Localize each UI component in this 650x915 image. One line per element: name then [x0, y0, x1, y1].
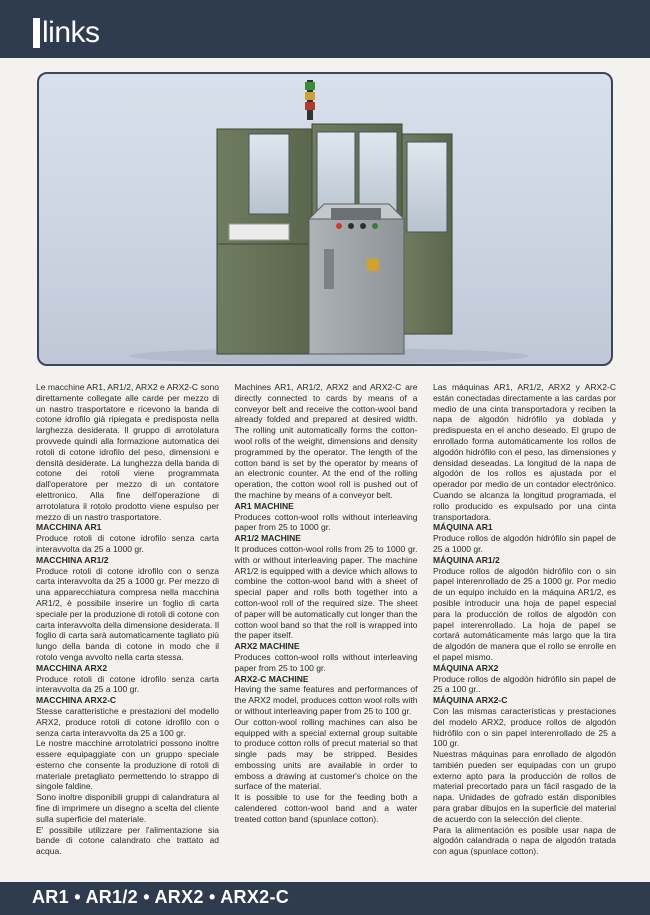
en-intro: Machines AR1, AR1/2, ARX2 and ARX2-C are directly connected to cards by means of a conveyor belt and receive the cotton-wool band already folded and prepared at desired width. The rolling unit automatically forms the cotton-wool rolls of the weight, dimensions and density programmed by the operator. The length of the cotton band is set by the operator by means of an electronic counter. At the end of the rolling operation, the cotton wool roll is pushed out of the machine by means of a conveyor belt. [234, 382, 418, 500]
en-arx2-text: Produces cotton-wool rolls without interleaving paper from 25 to 100 gr. [234, 651, 418, 673]
en-equipment-text: Our cotton-wool rolling machines can also be equipped with a special external group suitable to produce cotton rolls of precut material so that single pads may be stripped. Besides embossing units are available in order to emboss a drawing at customer's choice on the surface of the material. [234, 716, 418, 792]
column-spanish [433, 382, 616, 882]
footer-product-line: AR1 • AR1/2 • ARX2 • ARX2-C [32, 887, 290, 907]
es-heading-ar1-2: MÁQUINA AR1/2 [433, 554, 500, 565]
column-english [235, 382, 418, 882]
es-ar1-text: Produce rollos de algodón hidrófilo sin papel de 25 a 1000 gr. [433, 533, 616, 554]
machine-photo [37, 72, 613, 366]
es-heading-ar1: MÁQUINA AR1 [433, 522, 493, 533]
en-heading-arx2-c: ARX2-C MACHINE [234, 673, 309, 684]
it-arx2-text: Produce rotoli di cotone idrofilo senza carta interavvolta da 25 a 100 gr. [36, 673, 219, 695]
es-heading-arx2: MÁQUINA ARX2 [433, 662, 499, 673]
it-arx2-c-text: Stesse caratteristiche e prestazioni del modello ARX2, produce rotoli di cotone idrofilo con o senza carta interavvolta da 25 a 100 gr. [36, 705, 219, 738]
machine-illustration [39, 74, 611, 364]
en-heading-ar1-2: AR1/2 MACHINE [234, 533, 301, 544]
it-heading-ar1-2: MACCHINA AR1/2 [36, 554, 109, 565]
header-bar [0, 0, 650, 58]
en-heading-ar1: AR1 MACHINE [234, 500, 294, 511]
es-arx2-text: Produce rollos de algodón hidrófilo sin papel de 25 a 100 gr.. [433, 673, 616, 695]
brand-text: links [42, 16, 100, 49]
it-heading-arx2-c: MACCHINA ARX2-C [36, 695, 117, 706]
es-feeding-text: Para la alimentación es posible usar napa de algodón calandrada o napa de algodón tratada con agua (spunlace cotton). [433, 824, 616, 857]
it-heading-arx2: MACCHINA ARX2 [36, 662, 108, 673]
three-language-columns [36, 382, 616, 882]
en-heading-arx2: ARX2 MACHINE [234, 641, 300, 652]
it-equipment-text: Le nostre macchine arrotolatrici possono inoltre essere equipaggiate con un gruppo speciale esterno che consente la produzione di rotoli di materiale pretagliato permettendo lo strappo di singole faldine. [36, 738, 219, 792]
footer-bar [0, 882, 650, 915]
it-calendering-text: Sono inoltre disponibili gruppi di calandratura al fine di imprimere un disegno a scelta del cliente sulla superficie del materiale. [36, 792, 219, 824]
it-heading-ar1: MACCHINA AR1 [36, 522, 102, 533]
it-ar1-text: Produce rotoli di cotone idrofilo senza carta interavvolta da 25 a 1000 gr. [36, 533, 219, 554]
es-heading-arx2-c: MÁQUINA ARX2-C [433, 695, 508, 706]
it-feeding-text: E' possibile utilizzare per l'alimentazione sia bande di cotone calandrato che trattato ad acqua. [36, 824, 219, 857]
brand-mark [33, 18, 40, 48]
es-ar1-2-text: Produce rollos de algodón hidrófilo con o sin papel interenrollado de 25 a 1000 gr. Por medio de un equipo incluido en la máquina AR1/2, es posible introducir una hoja de papel especial para la producción de rollos de algodón con papel interenrollado. La hoja de papel se cortará automáticamente más largo que la tira de algodón de manera que el rollo se enrolle en el papel mismo. [433, 565, 616, 662]
es-equipment-text: Nuestras máquinas para enrollado de algodón también pueden ser equipadas con un grupo externo apto para la producción de rollos de material precortado para un fácil rasgado de la napa. Unidades de gofrado están disponibles para grabar dibujos en la superficie del material de acuerdo con la selección del cliente. [433, 749, 616, 824]
es-arx2-c-text: Con las mismas características y prestaciones del modelo ARX2, produce rollos de algodón hidrófilo con o sin papel interenrollado de 25 a 100 gr. [433, 705, 616, 749]
en-feeding-text: It is possible to use for the feeding both a calendered cotton-wool band and a water treated cotton band (spunlace cotton). [234, 792, 418, 824]
brand-logo [33, 12, 100, 48]
column-italian [36, 382, 219, 882]
it-ar1-2-text: Produce rotoli di cotone idrofilo con o senza carta interavvolta da 25 a 1000 gr. Per mezzo di una apparecchiatura compresa nella macchina AR1/2, è possibile inserire un foglio di carta speciale per la produzione di rotoli di cotone con carta interavvolta della dimensione desiderata. Il foglio di carta sarà automaticamente tagliato più lungo della banda di cotone in modo che il rotolo venga avvolto nella carta stessa. [36, 565, 219, 662]
en-ar1-text: Produces cotton-wool rolls without interleaving paper from 25 to 1000 gr. [234, 511, 418, 533]
es-intro: Las máquinas AR1, AR1/2, ARX2 y ARX2-C están conectadas directamente a las cardas por medio de una cinta transportadora y reciben la napa de algodón hidrófilo ya doblada y predispuesta en el ancho deseado. El grupo de enrollado forma automáticamente los rollos de algodón hidrófilo con el peso, las dimensiones y densidad deseadas. La longitud de la napa de algodón de los rollos es ajustada por el operador por medio de un contador electrónico. Cuando se alcanza la longitud programada, el rollo producido es expulsado por una cinta transportadora. [433, 382, 616, 522]
en-arx2-c-text: Having the same features and performances of the ARX2 model, produces cotton wool rolls with or without interleaving paper from 25 to 100 gr. [234, 684, 418, 716]
it-intro: Le macchine AR1, AR1/2, ARX2 e ARX2-C sono direttamente collegate alle carde per mezzo di un nastro trasportatore e ricevono la banda di cotone idrofilo già ripiegata e predisposta nella larghezza desiderata. Il gruppo di arrotolatura provvede quindi alla formazione automatica dei rotoli di cotone idrofilo del peso, dimensioni e densità desiderate. La lunghezza della banda di cotone dei rotoli viene programmata dall'operatore per mezzo di un contatore elettronico. Alla fine dell'operazione di arrotolatura il rotolo prodotto viene espulso per mezzo di un nastro trasportatore. [36, 382, 219, 522]
en-ar1-2-text: It produces cotton-wool rolls from 25 to 1000 gr. with or without interleaving paper. The machine AR1/2 is equipped with a device which allows to combine the cotton-wool band with a sheet of special paper and rolls both together into a cotton-wool roll of the required size. The sheet of paper will be automatically cut longer than the cotton wool band so that the roll is wrapped into the paper itself. [234, 543, 418, 641]
